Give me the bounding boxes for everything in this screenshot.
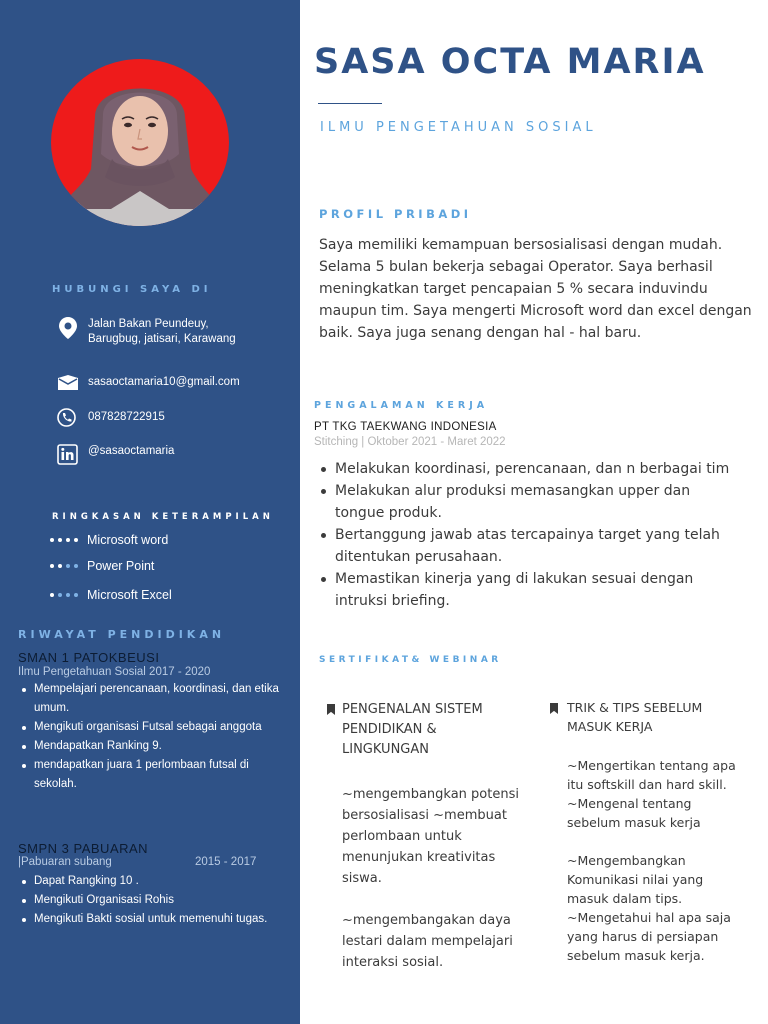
contact-linkedin[interactable]: @sasaoctamaria xyxy=(88,445,175,457)
profile-text: Saya memiliki kemampuan bersosialisasi dengan mudah. Selama 5 bulan bekerja sebagai Operator. Saya berhasil meningkatkan target pencapaian 5 % secara induvindu maupun tim. Saya mengerti Microsoft word dan excel dengan baik. Saya juga senang dengan hal - hal baru. xyxy=(319,237,752,341)
education-block-1 xyxy=(18,650,288,794)
list-item: Memastikan kinerja yang di lakukan sesuai dengan intruksi briefing. xyxy=(318,568,738,612)
experience-list xyxy=(318,458,738,612)
main-content xyxy=(300,0,768,1024)
skill-dot xyxy=(66,593,70,597)
skill-level-indicator xyxy=(48,591,84,599)
education-heading: RIWAYAT PENDIDIKAN xyxy=(18,628,226,641)
skill-dot xyxy=(74,593,78,597)
list-item: Mendapatkan Ranking 9. xyxy=(18,737,280,756)
skill-dot xyxy=(50,593,54,597)
list-item: mendapatkan juara 1 perlombaan futsal di sekolah. xyxy=(18,756,280,794)
skill-dot xyxy=(74,538,78,542)
list-item: Mengikuti Bakti sosial untuk memenuhi tugas. xyxy=(18,910,280,929)
education-block-2 xyxy=(18,841,288,929)
certificate-paragraph: ~Mengembangkan Komunikasi nilai yang masuk dalam tips. ~Mengetahui hal apa saja yang harus di persiapan sebelum masuk kerja. xyxy=(567,853,731,963)
contact-phone[interactable]: 087828722915 xyxy=(88,411,165,423)
person-portrait-icon xyxy=(51,59,229,226)
certificate-1 xyxy=(342,700,527,994)
skill-label: Microsoft Excel xyxy=(87,588,172,602)
list-item: Dapat Rangking 10 . xyxy=(18,872,280,891)
school-achievements xyxy=(18,872,280,929)
title-divider xyxy=(318,103,382,104)
contact-address: Jalan Bakan Peundeuy, Barugbug, jatisari, Karawang xyxy=(88,318,236,345)
skill-dot xyxy=(50,564,54,568)
bookmark-icon xyxy=(550,703,558,714)
school-name: SMPN 3 PABUARAN xyxy=(18,841,149,856)
skill-dot xyxy=(66,564,70,568)
phone-icon xyxy=(57,408,76,431)
skill-dot xyxy=(66,538,70,542)
list-item: Melakukan alur produksi memasangkan upper dan tongue produk. xyxy=(318,480,738,524)
school-sub: Ilmu Pengetahuan Sosial 2017 - 2020 xyxy=(18,666,211,678)
skill-dot xyxy=(50,538,54,542)
certificates-heading: SERTIFIKAT& WEBINAR xyxy=(319,655,502,665)
contact-heading: HUBUNGI SAYA DI xyxy=(52,284,212,295)
skill-item xyxy=(48,588,172,602)
certificate-paragraph: ~mengembangkan potensi bersosialisasi ~membuat perlombaan untuk menunjukan kreativitas siswa. xyxy=(342,787,519,886)
skill-dot xyxy=(58,538,62,542)
certificate-2 xyxy=(567,698,737,984)
skill-dot xyxy=(74,564,78,568)
list-item: Mengikuti Organisasi Rohis xyxy=(18,891,280,910)
envelope-icon xyxy=(58,375,78,394)
school-sub: |Pabuaran subang xyxy=(18,856,112,868)
certificate-body xyxy=(342,784,527,973)
list-item: Bertanggung jawab atas tercapainya target yang telah ditentukan perusahaan. xyxy=(318,524,738,568)
certificate-paragraph: ~Mengertikan tentang apa itu softskill dan hard skill. ~Mengenal tentang sebelum masuk kerja xyxy=(567,758,736,830)
profile-photo xyxy=(51,59,229,226)
certificate-title: PENGENALAN SISTEM PENDIDIKAN & LINGKUNGAN xyxy=(342,702,483,757)
linkedin-icon xyxy=(57,444,78,469)
skill-label: Power Point xyxy=(87,559,155,573)
school-years: 2015 - 2017 xyxy=(195,856,257,868)
list-item: Melakukan koordinasi, perencanaan, dan n berbagai tim xyxy=(318,458,738,480)
page-title: SASA OCTA MARIA xyxy=(314,42,706,82)
skill-label: Microsoft word xyxy=(87,533,169,547)
skill-item xyxy=(48,559,154,573)
list-item: Mengikuti organisasi Futsal sebagai anggota xyxy=(18,718,280,737)
list-item: Mempelajari perencanaan, koordinasi, dan etika umum. xyxy=(18,680,280,718)
skill-dot xyxy=(58,564,62,568)
contact-email[interactable]: sasaoctamaria10@gmail.com xyxy=(88,376,240,388)
profile-heading: PROFIL PRIBADI xyxy=(319,207,472,221)
sidebar xyxy=(0,0,300,1024)
experience-heading: PENGALAMAN KERJA xyxy=(314,400,489,411)
certificate-paragraph: ~mengembangakan daya lestari dalam mempelajari interaksi sosial. xyxy=(342,913,513,970)
skill-level-indicator xyxy=(48,536,84,544)
skills-heading: RINGKASAN KETERAMPILAN xyxy=(52,512,274,522)
location-pin-icon xyxy=(59,317,77,343)
certificate-title: TRIK & TIPS SEBELUM MASUK KERJA xyxy=(567,700,703,734)
subtitle: ILMU PENGETAHUAN SOSIAL xyxy=(320,120,597,135)
skill-item xyxy=(48,533,168,547)
job-subtitle: Stitching | Oktober 2021 - Maret 2022 xyxy=(314,436,506,448)
bookmark-icon xyxy=(327,704,335,715)
school-achievements xyxy=(18,680,280,794)
company-name: PT TKG TAEKWANG INDONESIA xyxy=(314,421,497,433)
school-name: SMAN 1 PATOKBEUSI xyxy=(18,650,160,665)
skill-level-indicator xyxy=(48,562,84,570)
certificate-body xyxy=(567,756,737,965)
skill-dot xyxy=(58,593,62,597)
